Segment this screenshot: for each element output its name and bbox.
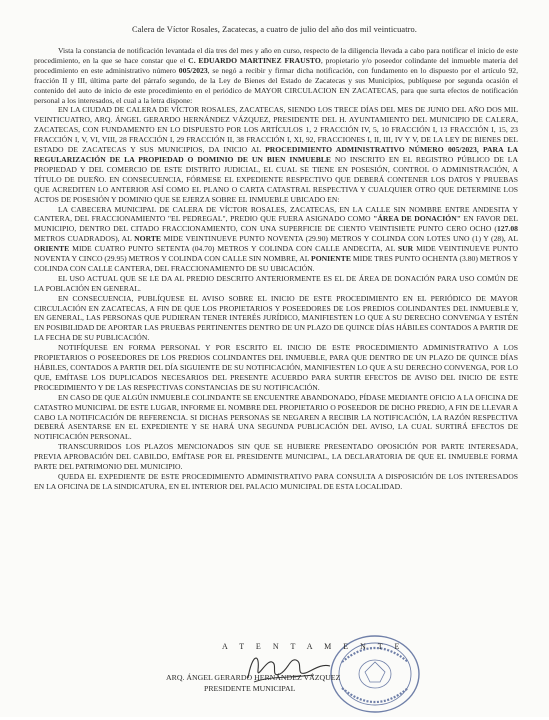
paragraph-consultation: QUEDA EL EXPEDIENTE DE ESTE PROCEDIMIENTO ADMINISTRATIVO PARA CONSULTA A DISPOSICIÓN DE LOS INTERESADOS EN LA OFICINA DE LA SINDICATURA, EN EL INTERIOR DEL PALACIO MUNICIPAL DE ESTA LOCALIDAD. [34, 471, 518, 491]
paragraph-abandoned: EN CASO DE QUE ALGÚN INMUEBLE COLINDANTE SE ENCUENTRE ABANDONADO, PÍDASE MEDIANTE OFICIO A LA OFICINA DE CATASTRO MUNICIPAL DE ESTE LUGAR, INFORME EL NOMBRE DEL PROPIETARIO O POSEEDOR DE DICHO PREDIO, A FIN DE LLEVAR A CABO LA NOTIFICACIÓN DE REFERENCIA. SI DICHAS PERSONAS SE NEGAREN A RECIBIR LA NOTIFICACIÓN, LA RAZÓN RESPECTIVA DEBERÁ ASENTARSE EN EL EXPEDIENTE Y SE HARÁ UNA SEGUNDA PUBLICACIÓN DEL AVISO, LA CUAL SURTIRÁ EFECTOS DE NOTIFICACIÓN PERSONAL. [34, 392, 518, 442]
paragraph-location: LA CABECERA MUNICIPAL DE CALERA DE VÍCTOR ROSALES, ZACATECAS, EN LA CALLE SIN NOMBRE ENTRE ANDESITA Y CANTERA, DEL FRACCIONAMIENTO "EL PEDREGAL", PREDIO QUE FUERA ASIGNADO COMO "ÁREA DE DONACIÓN" EN FAVOR DEL MUNICIPIO, DENTRO DEL CITADO FRACCIONAMIENTO, CON UNA SUPERFICIE DE CIENTO VEINTISIETE PUNTO CERO OCHO (127.08 METROS CUADRADOS), AL NORTE MIDE VEINTINUEVE PUNTO NOVENTA (29.90) METROS Y COLINDA CON LOTES UNO (1) Y (28), AL ORIENTE MIDE CUATRO PUNTO SETENTA (04.70) METROS Y COLINDA CON CALLE ANDECITA, AL SUR MIDE VEINTINUEVE PUNTO NOVENTA Y CINCO (29.95) METROS Y COLINDA CON CALLE SIN NOMBRE, AL PONIENTE MIDE TRES PUNTO OCHENTA (3.80) METROS Y COLINDA CON CALLE CANTERA, DEL FRACCIONAMIENTO DE SU UBICACIÓN. [34, 204, 519, 273]
handwritten-signature [230, 648, 340, 688]
owner-name: C. EDUARDO MARTINEZ FRAUSTO [188, 55, 321, 65]
case-number: 005/2023 [178, 65, 208, 75]
paragraph-publication: EN CONSECUENCIA, PUBLÍQUESE EL AVISO SOBRE EL INICIO DE ESTE PROCEDIMIENTO EN EL PERIÓDICO DE MAYOR CIRCULACIÓN EN ZACATECAS, A FIN DE QUE LOS PROPIETARIOS Y POSEEDORES DE LOS PREDIOS COLINDANTES DEL INMUEBLE Y, EN GENERAL, LAS PERSONAS QUE PUDIERAN TENER INTERÉS JURÍDICO, MANIFIESTEN LO QUE A SU DERECHO CONVENGA Y ESTÉN EN POSIBILIDAD DE APORTAR LAS PRUEBAS PERTINENTES DENTRO DE UN PLAZO DE QUINCE DÍAS HÁBILES CONTADOS A PARTIR DE LA FECHA DE SU PUBLICACIÓN. [34, 293, 518, 343]
procedure-title: PROCEDIMIENTO ADMINISTRATIVO NÚMERO 005/2023, PARA LA REGULARIZACIÓN DE LA PROPIEDAD O DOMINIO DE UN BIEN INMUEBLE [34, 145, 518, 164]
closing-salutation: A T E N T A M E N T E [222, 642, 405, 651]
paragraph-deadline: TRANSCURRIDOS LOS PLAZOS MENCIONADOS SIN QUE SE HUBIERE PRESENTADO OPOSICIÓN POR PARTE INTERESADA, PREVIA APROBACIÓN DEL CABILDO, EMÍTASE POR EL PRESIDENTE MUNICIPAL, LA DECLARATORIA DE QUE EL INMUEBLE FORMA PARTE DEL PATRIMONIO DEL MUNICIPIO. [34, 442, 518, 472]
paragraph-notification: Vista la constancia de notificación levantada el día tres del mes y año en curso, respecto de la diligencia llevada a cabo para notificar el inicio de este procedimiento, en la que se hace constar que el C. EDUARDO MARTINEZ FRAUSTO, propietario y/o poseedor colindante del inmueble materia del procedimiento en este administrativo número 005/2023, se negó a recibir y firmar dicha notificación, con fundamento en lo dispuesto por el artículo 92, fracción II y III, última parte del párrafo segundo, de la Ley de Bienes del Estado de Zacatecas y sus Municipios, publíquese por segunda ocasión el contenido del auto de inicio de este procedimiento en el periódico de MAYOR CIRCULACION EN ZACATECAS, para que surta efectos de notificación personal a los interesados, el cual a la letra dispone: [34, 46, 519, 105]
signer-name: ARQ. ÁNGEL GERARDO HERNÁNDEZ VÁZQUEZ [166, 673, 341, 682]
document-body [34, 46, 518, 492]
paragraph-current-use: EL USO ACTUAL QUE SE LE DA AL PREDIO DESCRITO ANTERIORMENTE ES EL DE ÁREA DE DONACIÓN PARA USO COMÚN DE LA POBLACIÓN EN GENERAL. [34, 273, 518, 293]
paragraph-opening: EN LA CIUDAD DE CALERA DE VÍCTOR ROSALES, ZACATECAS, SIENDO LOS TRECE DÍAS DEL MES DE JUNIO DEL AÑO DOS MIL VEINTICUATRO, ARQ. ÁNGEL GERARDO HERNÁNDEZ VÁZQUEZ, PRESIDENTE DEL H. AYUNTAMIENTO DEL MUNICIPIO DE CALERA, ZACATECAS, CON FUNDAMENTO EN LO DISPUESTO POR LOS ARTÍCULOS 1, 2 FRACCIÓN IV, 5, 10 FRACCIÓN I, 13 FRACCIÓN I, 15, 23 FRACCIÓN I, V, VI, VIII, 28 FRACCIÓN I, 29 FRACCIÓN II, 38 FRACCIÓN I, XI, 92, FRACCIONES I, II, III, IV Y V, DE LA LEY DE BIENES DEL ESTADO DE ZACATECAS Y SUS MUNICIPIOS, DA INICIO AL PROCEDIMIENTO ADMINISTRATIVO NÚMERO 005/2023, PARA LA REGULARIZACIÓN DE LA PROPIEDAD O DOMINIO DE UN BIEN INMUEBLE NO INSCRITO EN EL REGISTRO PÚBLICO DE LA PROPIEDAD Y DEL COMERCIO DE ESTE DISTRITO JUDICIAL, EL CUAL SE TIENE EN POSESIÓN, CONTROL O ADMINISTRACIÓN, A TÍTULO DE DUEÑO. EN CONSECUENCIA, FÓRMESE EL EXPEDIENTE RESPECTIVO QUE DEBERÁ CONTENER LOS DATOS Y PRUEBAS QUE ACREDITEN LO ANTERIOR ASÍ COMO EL PLANO O CARTA CATASTRAL RESPECTIVA Y CUALQUIER OTRO QUE DETERMINE LOS ACTOS DE POSESIÓN Y DOMINIO QUE SE EJERZA SOBRE EL INMUEBLE UBICADO EN: [34, 105, 518, 204]
dateline: Calera de Víctor Rosales, Zacatecas, a cuatro de julio del año dos mil veinticuatro. [132, 25, 417, 34]
paragraph-personal-notice: NOTIFÍQUESE EN FORMA PERSONAL Y POR ESCRITO EL INICIO DE ESTE PROCEDIMIENTO ADMINISTRATIVO A LOS PROPIETARIOS O POSEEDORES DE LOS PREDIOS COLINDANTES DEL INMUEBLE, PARA QUE DENTRO DE UN PLAZO DE QUINCE DÍAS HÁBILES, CONTADOS A PARTIR DEL DÍA SIGUIENTE DE SU NOTIFICACIÓN, MANIFIESTEN LO QUE A SU DERECHO CONVENGA, POR LO QUE, EMÍTASE LOS DUPLICADOS NECESARIOS DEL PRESENTE ACUERDO PARA SURTIR EFECTOS DE AVISO DEL INICIO DE ESTE PROCEDIMIENTO Y DE LAS RESPECTIVAS CONSTANCIAS DE SU NOTIFICACIÓN. [34, 343, 518, 392]
signer-role: PRESIDENTE MUNICIPAL [204, 684, 296, 693]
